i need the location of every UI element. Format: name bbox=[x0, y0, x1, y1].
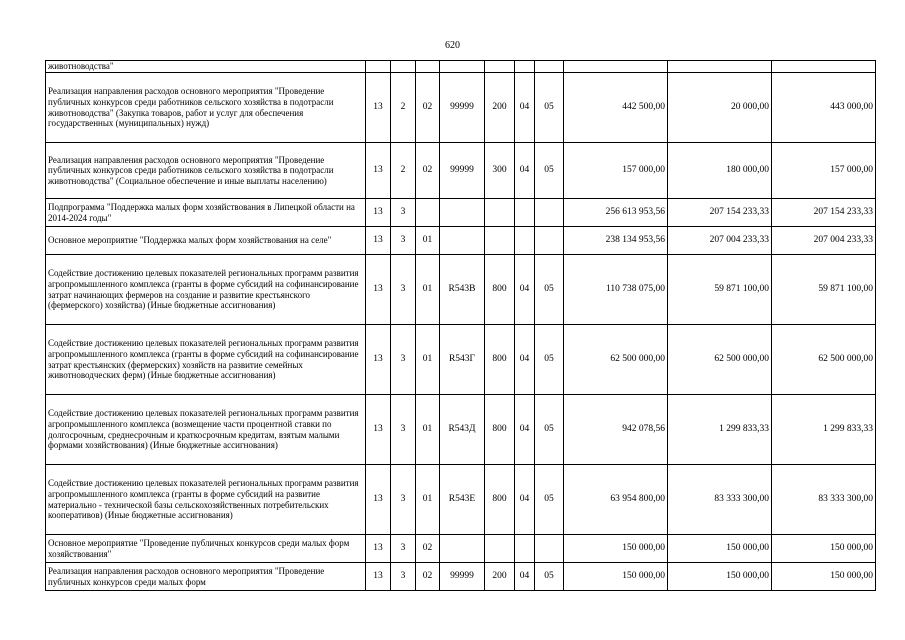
expense-type-code: 300 bbox=[485, 143, 515, 199]
subsection-code: 05 bbox=[535, 563, 564, 591]
amount-year-2: 83 333 300,00 bbox=[668, 465, 772, 535]
table-row bbox=[46, 465, 876, 535]
section-code bbox=[515, 227, 535, 255]
subprogram-code: 3 bbox=[391, 325, 416, 395]
row-name: Основное мероприятие "Проведение публичных конкурсов среди малых форм хозяйствования" bbox=[46, 535, 366, 563]
row-name: Подпрограмма "Поддержка малых форм хозяйствования в Липецкой области на 2014-2024 годы" bbox=[46, 199, 366, 227]
amount-year-3: 150 000,00 bbox=[772, 563, 876, 591]
main-event-code: 01 bbox=[416, 227, 440, 255]
main-event-code: 02 bbox=[416, 535, 440, 563]
row-name: Реализация направления расходов основного мероприятия "Проведение публичных конкурсов среди малых форм bbox=[46, 563, 366, 591]
expense-type-code: 200 bbox=[485, 73, 515, 143]
expense-type-code: 800 bbox=[485, 325, 515, 395]
program-code: 13 bbox=[366, 465, 391, 535]
direction-code: R543Е bbox=[440, 465, 485, 535]
row-name: Содействие достижению целевых показателей региональных программ развития агропромышленного комплекса (возмещение части процентной ставки по долгосрочным, среднесрочным и краткосрочным кредитам, взятым малыми формами хозяйствования) (Иные бюджетные ассигнования) bbox=[46, 395, 366, 465]
main-event-code bbox=[416, 199, 440, 227]
subsection-code: 05 bbox=[535, 465, 564, 535]
program-code: 13 bbox=[366, 325, 391, 395]
amount-year-3: 83 333 300,00 bbox=[772, 465, 876, 535]
amount-year-1: 157 000,00 bbox=[564, 143, 668, 199]
subprogram-code: 3 bbox=[391, 227, 416, 255]
program-code: 13 bbox=[366, 73, 391, 143]
program-code: 13 bbox=[366, 227, 391, 255]
section-code bbox=[515, 199, 535, 227]
table-row bbox=[46, 325, 876, 395]
row-name: Основное мероприятие "Поддержка малых форм хозяйствования на селе" bbox=[46, 227, 366, 255]
expense-type-code: 200 bbox=[485, 563, 515, 591]
direction-code bbox=[440, 535, 485, 563]
section-code: 04 bbox=[515, 255, 535, 325]
table-row bbox=[46, 395, 876, 465]
program-code: 13 bbox=[366, 255, 391, 325]
main-event-code: 01 bbox=[416, 255, 440, 325]
amount-year-2: 62 500 000,00 bbox=[668, 325, 772, 395]
program-code: 13 bbox=[366, 563, 391, 591]
row-name: Реализация направления расходов основного мероприятия "Проведение публичных конкурсов среди работников сельского хозяйства в подотрасли животноводства" (Закупка товаров, работ и услуг для обеспечения государственных (муниципальных) нужд) bbox=[46, 73, 366, 143]
subsection-code: 05 bbox=[535, 255, 564, 325]
expense-type-code bbox=[485, 535, 515, 563]
subsection-code: 05 bbox=[535, 325, 564, 395]
subsection-code: 05 bbox=[535, 143, 564, 199]
section-code bbox=[515, 61, 535, 73]
direction-code: R543Д bbox=[440, 395, 485, 465]
expense-type-code: 800 bbox=[485, 465, 515, 535]
section-code: 04 bbox=[515, 73, 535, 143]
expense-type-code: 800 bbox=[485, 395, 515, 465]
main-event-code: 01 bbox=[416, 325, 440, 395]
main-event-code bbox=[416, 61, 440, 73]
amount-year-2 bbox=[668, 61, 772, 73]
table-row bbox=[46, 143, 876, 199]
program-code: 13 bbox=[366, 143, 391, 199]
budget-table bbox=[45, 60, 876, 591]
direction-code bbox=[440, 227, 485, 255]
amount-year-1: 150 000,00 bbox=[564, 535, 668, 563]
direction-code: 99999 bbox=[440, 143, 485, 199]
row-name: Реализация направления расходов основного мероприятия "Проведение публичных конкурсов среди работников сельского хозяйства в подотрасли животноводства" (Социальное обеспечение и иные выплаты населению) bbox=[46, 143, 366, 199]
main-event-code: 02 bbox=[416, 143, 440, 199]
amount-year-1: 256 613 953,56 bbox=[564, 199, 668, 227]
direction-code bbox=[440, 61, 485, 73]
main-event-code: 02 bbox=[416, 73, 440, 143]
direction-code: 99999 bbox=[440, 563, 485, 591]
direction-code bbox=[440, 199, 485, 227]
subsection-code bbox=[535, 535, 564, 563]
subprogram-code: 2 bbox=[391, 73, 416, 143]
amount-year-1: 110 738 075,00 bbox=[564, 255, 668, 325]
direction-code: 99999 bbox=[440, 73, 485, 143]
table-row bbox=[46, 227, 876, 255]
amount-year-2: 1 299 833,33 bbox=[668, 395, 772, 465]
section-code: 04 bbox=[515, 143, 535, 199]
table-row bbox=[46, 61, 876, 73]
amount-year-3: 207 004 233,33 bbox=[772, 227, 876, 255]
page-number: 620 bbox=[445, 40, 460, 51]
amount-year-1: 442 500,00 bbox=[564, 73, 668, 143]
amount-year-2: 207 154 233,33 bbox=[668, 199, 772, 227]
section-code: 04 bbox=[515, 563, 535, 591]
amount-year-2: 207 004 233,33 bbox=[668, 227, 772, 255]
amount-year-2: 180 000,00 bbox=[668, 143, 772, 199]
amount-year-2: 59 871 100,00 bbox=[668, 255, 772, 325]
subprogram-code: 3 bbox=[391, 535, 416, 563]
expense-type-code bbox=[485, 199, 515, 227]
row-name: Содействие достижению целевых показателей региональных программ развития агропромышленного комплекса (гранты в форме субсидий на развитие материально - технической базы сельскохозяйственных потребительских кооперативов) (Иные бюджетные ассигнования) bbox=[46, 465, 366, 535]
table-row bbox=[46, 199, 876, 227]
amount-year-3: 157 000,00 bbox=[772, 143, 876, 199]
amount-year-3: 207 154 233,33 bbox=[772, 199, 876, 227]
program-code: 13 bbox=[366, 199, 391, 227]
row-name: Содействие достижению целевых показателей региональных программ развития агропромышленного комплекса (гранты в форме субсидий на софинансирование затрат крестьянских (фермерских) хозяйств на развитие семейных животноводческих ферм) (Иные бюджетные ассигнования) bbox=[46, 325, 366, 395]
subprogram-code: 2 bbox=[391, 143, 416, 199]
subprogram-code: 3 bbox=[391, 199, 416, 227]
subprogram-code: 3 bbox=[391, 255, 416, 325]
subsection-code bbox=[535, 199, 564, 227]
direction-code: R543Г bbox=[440, 325, 485, 395]
main-event-code: 01 bbox=[416, 395, 440, 465]
amount-year-3: 59 871 100,00 bbox=[772, 255, 876, 325]
table-row bbox=[46, 73, 876, 143]
program-code: 13 bbox=[366, 535, 391, 563]
section-code bbox=[515, 535, 535, 563]
amount-year-1: 150 000,00 bbox=[564, 563, 668, 591]
amount-year-1: 942 078,56 bbox=[564, 395, 668, 465]
table-row bbox=[46, 535, 876, 563]
program-code: 13 bbox=[366, 395, 391, 465]
expense-type-code bbox=[485, 61, 515, 73]
amount-year-3 bbox=[772, 61, 876, 73]
amount-year-3: 150 000,00 bbox=[772, 535, 876, 563]
subsection-code: 05 bbox=[535, 395, 564, 465]
program-code bbox=[366, 61, 391, 73]
table-row bbox=[46, 563, 876, 591]
table-row bbox=[46, 255, 876, 325]
amount-year-3: 1 299 833,33 bbox=[772, 395, 876, 465]
section-code: 04 bbox=[515, 465, 535, 535]
budget-table-body bbox=[46, 61, 876, 591]
row-name: Содействие достижению целевых показателей региональных программ развития агропромышленного комплекса (гранты в форме субсидий на софинансирование затрат начинающих фермеров на создание и развитие крестьянского (фермерского) хозяйства) (Иные бюджетные ассигнования) bbox=[46, 255, 366, 325]
amount-year-3: 443 000,00 bbox=[772, 73, 876, 143]
amount-year-1 bbox=[564, 61, 668, 73]
section-code: 04 bbox=[515, 395, 535, 465]
amount-year-3: 62 500 000,00 bbox=[772, 325, 876, 395]
amount-year-2: 150 000,00 bbox=[668, 535, 772, 563]
expense-type-code bbox=[485, 227, 515, 255]
direction-code: R543В bbox=[440, 255, 485, 325]
amount-year-1: 62 500 000,00 bbox=[564, 325, 668, 395]
main-event-code: 01 bbox=[416, 465, 440, 535]
main-event-code: 02 bbox=[416, 563, 440, 591]
section-code: 04 bbox=[515, 325, 535, 395]
amount-year-2: 20 000,00 bbox=[668, 73, 772, 143]
expense-type-code: 800 bbox=[485, 255, 515, 325]
row-name: животноводства" bbox=[46, 61, 366, 73]
subsection-code bbox=[535, 227, 564, 255]
amount-year-1: 238 134 953,56 bbox=[564, 227, 668, 255]
subsection-code: 05 bbox=[535, 73, 564, 143]
subprogram-code: 3 bbox=[391, 563, 416, 591]
subsection-code bbox=[535, 61, 564, 73]
subprogram-code: 3 bbox=[391, 395, 416, 465]
amount-year-1: 63 954 800,00 bbox=[564, 465, 668, 535]
subprogram-code bbox=[391, 61, 416, 73]
subprogram-code: 3 bbox=[391, 465, 416, 535]
amount-year-2: 150 000,00 bbox=[668, 563, 772, 591]
